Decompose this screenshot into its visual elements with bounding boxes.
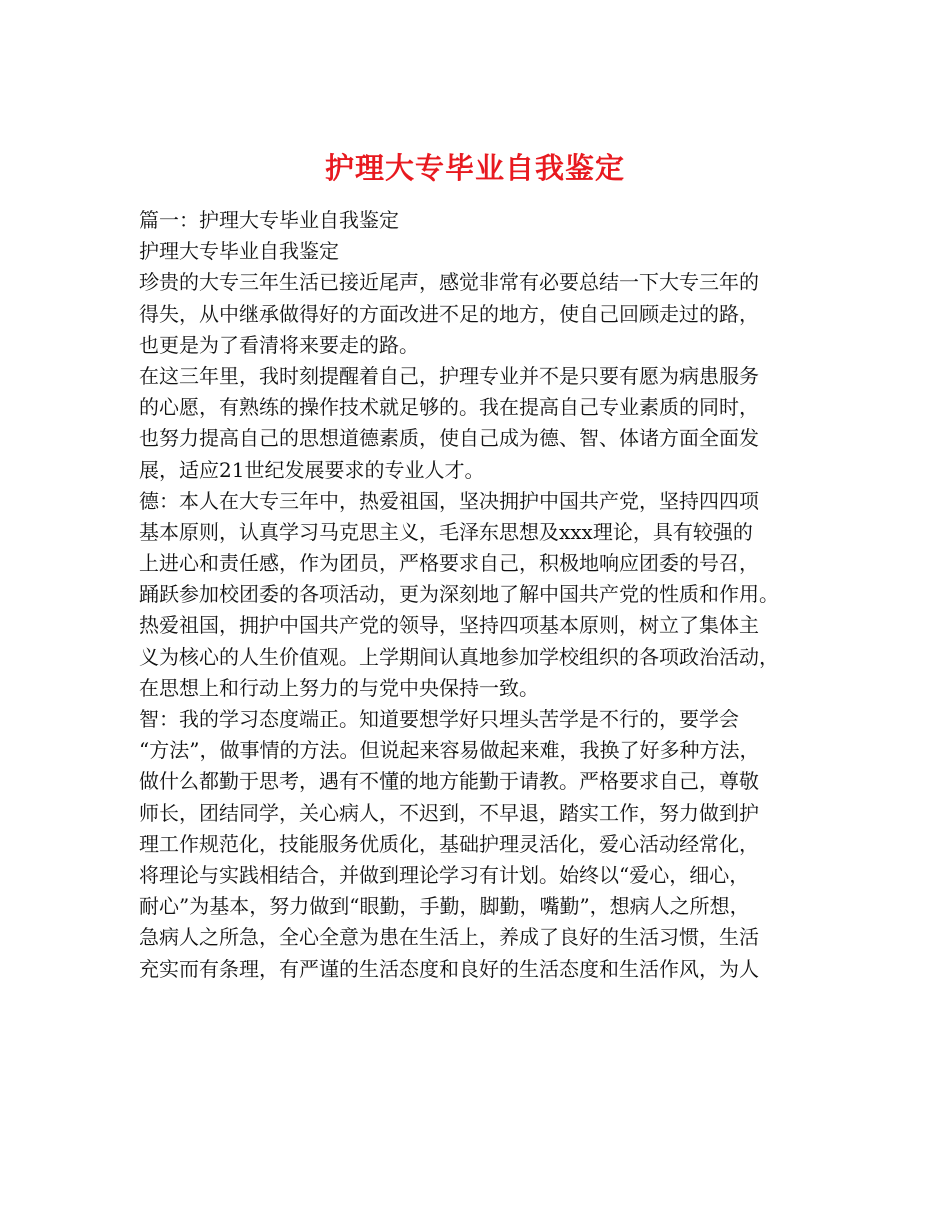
text-line: 也努力提高自己的思想道德素质，使自己成为德、智、体诸方面全面发 — [139, 426, 759, 451]
page-title: 护理大专毕业自我鉴定 — [324, 151, 625, 186]
text-line: 篇一：护理大专毕业自我鉴定 — [139, 208, 399, 232]
text-line: 智：我的学习态度端正。知道要想学好只埋头苦学是不行的，要学会 — [139, 707, 739, 731]
text-line: 基本原则，认真学习马克思主义，毛泽东思想及xxx理论，具有较强的 — [139, 519, 753, 544]
text-line: 理工作规范化，技能服务优质化，基础护理灵活化，爱心活动经常化， — [139, 831, 759, 856]
text-line: 的心愿，有熟练的操作技术就足够的。我在提高自己专业素质的同时， — [139, 395, 759, 420]
text-line: 展，适应21世纪发展要求的专业人才。 — [139, 457, 485, 482]
text-line: 得失，从中继承做得好的方面改进不足的地方，使自己回顾走过的路， — [139, 301, 759, 326]
text-line: 在这三年里，我时刻提醒着自己，护理专业并不是只要有愿为病患服务 — [139, 363, 759, 388]
text-line: 师长，团结同学，关心病人，不迟到，不早退，踏实工作，努力做到护 — [139, 800, 759, 825]
text-line: 热爱祖国，拥护中国共产党的领导，坚持四项基本原则，树立了集体主 — [139, 613, 759, 638]
text-line: 急病人之所急，全心全意为患在生活上，养成了良好的生活习惯，生活 — [139, 925, 759, 950]
text-line: 做什么都勤于思考，遇有不懂的地方能勤于请教。严格要求自己，尊敬 — [139, 769, 759, 794]
text-line: 耐心”为基本，努力做到“眼勤，手勤，脚勤，嘴勤”，想病人之所想， — [139, 894, 750, 919]
text-line: 义为核心的人生价值观。上学期间认真地参加学校组织的各项政治活动， — [139, 644, 779, 669]
text-line: 在思想上和行动上努力的与党中央保持一致。 — [139, 675, 539, 700]
text-line: 也更是为了看清将来要走的路。 — [139, 332, 419, 357]
text-line: 上进心和责任感，作为团员，严格要求自己，积极地响应团委的号召， — [139, 551, 759, 576]
text-line: 充实而有条理，有严谨的生活态度和良好的生活态度和生活作风，为人 — [139, 956, 759, 981]
text-line: 护理大专毕业自我鉴定 — [139, 239, 339, 264]
text-line: 德：本人在大专三年中，热爱祖国，坚决拥护中国共产党，坚持四四项 — [139, 488, 759, 513]
text-line: “方法”，做事情的方法。但说起来容易做起来难，我换了好多种方法， — [139, 738, 760, 763]
document-body — [139, 205, 829, 985]
text-line: 珍贵的大专三年生活已接近尾声，感觉非常有必要总结一下大专三年的 — [139, 270, 759, 295]
text-line: 踊跃参加校团委的各项活动，更为深刻地了解中国共产党的性质和作用。 — [139, 582, 779, 607]
text-line: 将理论与实践相结合，并做到理论学习有计划。始终以“爱心，细心， — [139, 862, 750, 887]
